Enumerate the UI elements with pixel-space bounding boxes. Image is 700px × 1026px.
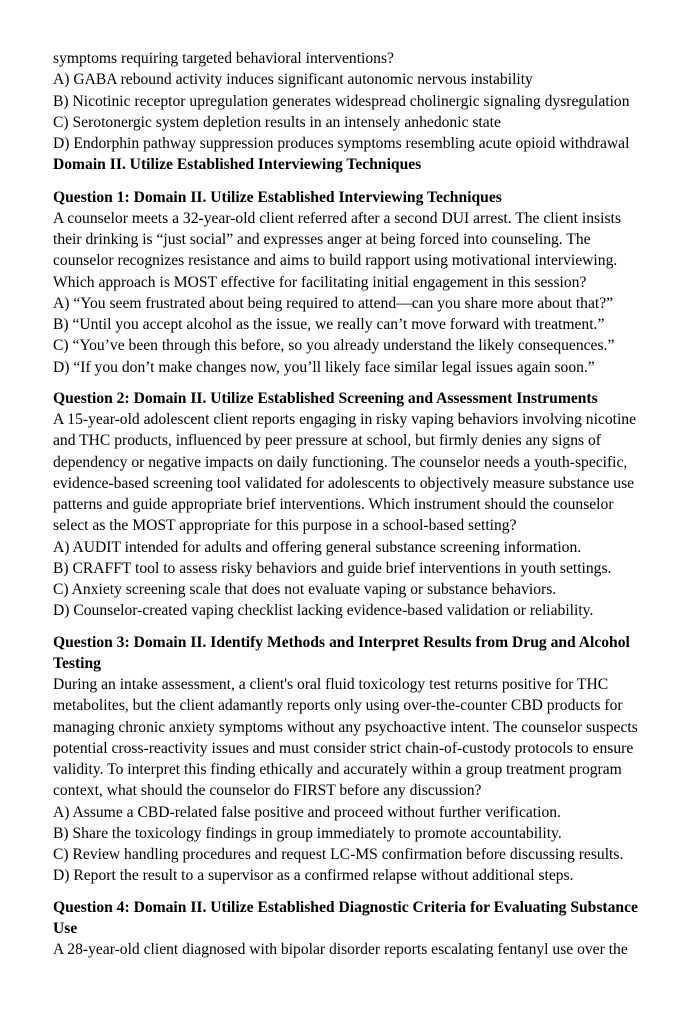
answer-option-b: B) CRAFFT tool to assess risky behaviors and guide brief interventions in youth settings.	[53, 559, 612, 577]
answer-option-a: A) Assume a CBD-related false positive and proceed without further verification.	[53, 803, 561, 821]
question-1	[53, 187, 653, 378]
question-stem-line: managing chronic anxiety symptoms without any psychoactive intent. The counselor suspects	[53, 718, 638, 736]
answer-option-c: C) Anxiety screening scale that does not evaluate vaping or substance behaviors.	[53, 581, 557, 598]
question-stem-line: validity. To interpret this finding ethically and accurately within a group treatment program	[53, 761, 622, 778]
question-stem-line: A counselor meets a 32-year-old client referred after a second DUI arrest. The client insists	[53, 209, 621, 227]
answer-option-a: A) GABA rebound activity induces significant autonomic nervous instability	[53, 71, 533, 89]
document-page	[53, 48, 653, 960]
question-stem-line: Which approach is MOST effective for facilitating initial engagement in this session?	[53, 273, 587, 291]
answer-option-b: B) “Until you accept alcohol as the issue, we really can’t move forward with treatment.”	[53, 316, 605, 333]
question-heading-continuation: Testing	[53, 654, 101, 672]
question-stem-line: potential cross-reactivity issues and must consider strict chain-of-custody protocols to ensure	[53, 739, 634, 757]
answer-option-d: D) Endorphin pathway suppression produces symptoms resembling acute opioid withdrawal	[53, 135, 630, 152]
answer-option-c: C) Serotonergic system depletion results in an intensely anhedonic state	[53, 113, 501, 131]
question-stem-tail: symptoms requiring targeted behavioral interventions?	[53, 50, 394, 67]
answer-option-c: C) “You’ve been through this before, so you already understand the likely consequences.”	[53, 337, 615, 355]
question-stem-line: and THC products, influenced by peer pressure at school, but firmly denies any signs of	[53, 432, 601, 450]
question-stem-line: A 28-year-old client diagnosed with bipolar disorder reports escalating fentanyl use over the	[53, 941, 628, 958]
answer-option-c: C) Review handling procedures and request LC-MS confirmation before discussing results.	[53, 846, 624, 863]
question-stem-line: their drinking is “just social” and expresses anger at being forced into counseling. The	[53, 231, 591, 248]
section-heading: Domain II. Utilize Established Interviewing Techniques	[53, 156, 422, 174]
question-4	[53, 897, 653, 961]
question-stem-line: evidence-based screening tool validated for adolescents to objectively measure substance use	[53, 474, 635, 492]
question-3	[53, 632, 653, 887]
question-heading-continuation: Use	[53, 919, 78, 937]
question-stem-line: select as the MOST appropriate for this purpose in a school-based setting?	[53, 517, 517, 535]
question-stem-line: metabolites, but the client adamantly reports only using over-the-counter CBD products for	[53, 697, 623, 715]
answer-option-b: B) Nicotinic receptor upregulation generates widespread cholinergic signaling dysregulation	[53, 92, 630, 110]
question-stem-line: A 15-year-old adolescent client reports engaging in risky vaping behaviors involving nicotine	[53, 411, 637, 428]
question-stem-line: dependency or negative impacts on daily functioning. The counselor needs a youth-specific,	[53, 453, 628, 471]
question-heading: Question 1: Domain II. Utilize Established Interviewing Techniques	[53, 188, 502, 206]
question-stem-line: During an intake assessment, a client's oral fluid toxicology test returns positive for THC	[53, 676, 609, 693]
answer-option-d: D) “If you don’t make changes now, you’ll likely face similar legal issues again soon.”	[53, 358, 595, 376]
previous-question-continuation	[53, 48, 653, 154]
question-heading: Question 2: Domain II. Utilize Established Screening and Assessment Instruments	[53, 389, 598, 407]
question-stem-line: context, what should the counselor do FIRST before any discussion?	[53, 782, 482, 800]
answer-option-a: A) AUDIT intended for adults and offering general substance screening information.	[53, 538, 582, 556]
answer-option-d: D) Report the result to a supervisor as a confirmed relapse without additional steps.	[53, 867, 574, 885]
question-heading: Question 4: Domain II. Utilize Established Diagnostic Criteria for Evaluating Substance	[53, 898, 638, 916]
answer-option-d: D) Counselor-created vaping checklist lacking evidence-based validation or reliability.	[53, 602, 594, 620]
question-stem-line: counselor recognizes resistance and aims to build rapport using motivational interviewing.	[53, 252, 618, 270]
answer-option-b: B) Share the toxicology findings in group immediately to promote accountability.	[53, 824, 562, 842]
question-2	[53, 388, 653, 622]
question-stem-line: patterns and guide appropriate brief interventions. Which instrument should the counselor	[53, 496, 614, 513]
question-heading: Question 3: Domain II. Identify Methods and Interpret Results from Drug and Alcohol	[53, 633, 630, 651]
answer-option-a: A) “You seem frustrated about being required to attend—can you share more about that?”	[53, 294, 614, 312]
